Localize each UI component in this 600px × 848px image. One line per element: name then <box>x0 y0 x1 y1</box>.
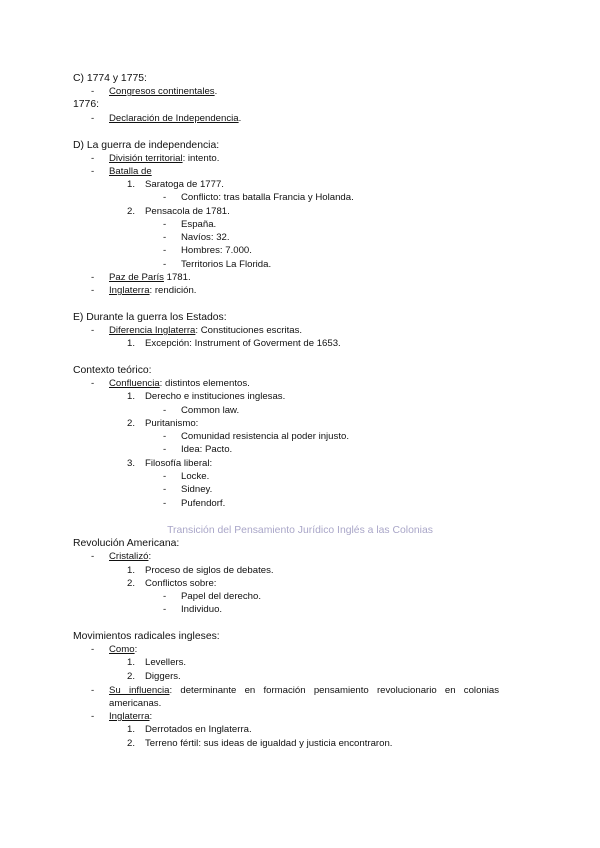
bullet-dash: - <box>91 86 95 97</box>
bullet-dash: - <box>163 444 167 455</box>
list-item: Derrotados en Inglaterra. <box>145 724 252 735</box>
inglaterra2-text: Inglaterra <box>109 711 150 722</box>
division-rest: : intento. <box>182 153 220 164</box>
influencia-text: Su influencia <box>109 685 170 696</box>
number-marker: 2. <box>127 671 136 682</box>
list-item: Diggers. <box>145 671 181 682</box>
list-item <box>109 551 151 563</box>
diferencia-text: Diferencia Inglaterra <box>109 325 196 336</box>
bullet-dash: - <box>163 232 167 243</box>
list-item: Territorios La Florida. <box>181 259 272 270</box>
influencia-paragraph <box>109 685 499 697</box>
bullet-dash: - <box>163 591 167 602</box>
list-item: Papel del derecho. <box>181 591 262 602</box>
number-marker: 1. <box>127 657 136 668</box>
bullet-dash: - <box>91 644 95 655</box>
heading-1776: 1776: <box>73 99 100 110</box>
heading-d: D) La guerra de independencia: <box>73 140 220 151</box>
list-item: Conflicto: tras batalla Francia y Holanda. <box>181 192 354 203</box>
list-item: Puritanismo: <box>145 418 199 429</box>
list-item: Hombres: 7.000. <box>181 245 252 256</box>
bullet-dash: - <box>163 484 167 495</box>
list-item: Proceso de siglos de debates. <box>145 565 274 576</box>
section-title: Transición del Pensamiento Jurídico Inglés a las Colonias <box>167 525 433 536</box>
list-item: Terreno fértil: sus ideas de igualdad y justicia encontraron. <box>145 738 393 749</box>
number-marker: 1. <box>127 338 136 349</box>
bullet-dash: - <box>163 405 167 416</box>
list-item: Levellers. <box>145 657 187 668</box>
bullet-dash: - <box>163 604 167 615</box>
period: . <box>214 86 218 97</box>
list-item <box>109 285 196 297</box>
bullet-dash: - <box>91 378 95 389</box>
list-item: Excepción: Instrument of Goverment de 1653. <box>145 338 341 349</box>
heading-c: C) 1774 y 1775: <box>73 73 147 84</box>
list-item-continuation: americanas. <box>109 698 162 709</box>
list-item: Derecho e instituciones inglesas. <box>145 391 286 402</box>
list-item: Pensacola de 1781. <box>145 206 230 217</box>
list-item <box>109 644 137 656</box>
list-item: Comunidad resistencia al poder injusto. <box>181 431 349 442</box>
bullet-dash: - <box>163 245 167 256</box>
congresos-text: Congresos continentales <box>109 86 215 97</box>
list-item: Individuo. <box>181 604 223 615</box>
number-marker: 1. <box>127 724 136 735</box>
cristalizo-text: Cristalizó <box>109 551 149 562</box>
inglaterra2-rest: : <box>149 711 153 722</box>
confluencia-text: Confluencia <box>109 378 160 389</box>
bullet-dash: - <box>91 325 95 336</box>
heading-contexto: Contexto teórico: <box>73 365 152 376</box>
como-text: Como <box>109 644 135 655</box>
bullet-dash: - <box>163 431 167 442</box>
declaracion-text: Declaración de Independencia <box>109 113 239 124</box>
number-marker: 1. <box>127 391 136 402</box>
bullet-dash: - <box>91 166 95 177</box>
number-marker: 2. <box>127 206 136 217</box>
list-item: Idea: Pacto. <box>181 444 233 455</box>
cristalizo-rest: : <box>148 551 152 562</box>
bullet-dash: - <box>91 551 95 562</box>
bullet-dash: - <box>91 711 95 722</box>
influencia-rest: : determinante en formación pensamiento revolucionario en colonias <box>169 685 500 696</box>
como-rest: : <box>134 644 138 655</box>
number-marker: 3. <box>127 458 136 469</box>
batalla-text: Batalla de <box>109 166 152 177</box>
heading-revolucion: Revolución Americana: <box>73 538 180 549</box>
list-item <box>109 325 302 337</box>
bullet-dash: - <box>91 153 95 164</box>
number-marker: 2. <box>127 738 136 749</box>
bullet-dash: - <box>163 498 167 509</box>
period: . <box>238 113 242 124</box>
paz-text: Paz de París <box>109 272 164 283</box>
diferencia-rest: : Constituciones escritas. <box>195 325 303 336</box>
heading-e: E) Durante la guerra los Estados: <box>73 312 227 323</box>
list-item: Navíos: 32. <box>181 232 230 243</box>
list-item: Conflictos sobre: <box>145 578 217 589</box>
list-item: España. <box>181 219 217 230</box>
inglaterra-rest: : rendición. <box>149 285 197 296</box>
inglaterra-text: Inglaterra <box>109 285 150 296</box>
list-item <box>109 86 217 98</box>
number-marker: 2. <box>127 418 136 429</box>
list-item: Sidney. <box>181 484 213 495</box>
list-item <box>109 378 250 390</box>
number-marker: 2. <box>127 578 136 589</box>
list-item: Pufendorf. <box>181 498 226 509</box>
list-item <box>109 711 152 723</box>
list-item: Locke. <box>181 471 210 482</box>
list-item <box>109 272 191 284</box>
bullet-dash: - <box>91 272 95 283</box>
number-marker: 1. <box>127 565 136 576</box>
bullet-dash: - <box>163 192 167 203</box>
number-marker: 1. <box>127 179 136 190</box>
division-text: División territorial <box>109 153 183 164</box>
list-item: Filosofía liberal: <box>145 458 213 469</box>
bullet-dash: - <box>91 285 95 296</box>
paz-rest: 1781. <box>163 272 191 283</box>
bullet-dash: - <box>163 259 167 270</box>
list-item: Saratoga de 1777. <box>145 179 224 190</box>
heading-movimientos: Movimientos radicales ingleses: <box>73 631 220 642</box>
list-item <box>109 113 241 125</box>
bullet-dash: - <box>91 685 95 696</box>
bullet-dash: - <box>91 113 95 124</box>
confluencia-rest: : distintos elementos. <box>159 378 250 389</box>
list-item: Common law. <box>181 405 240 416</box>
list-item <box>109 153 219 165</box>
bullet-dash: - <box>163 219 167 230</box>
bullet-dash: - <box>163 471 167 482</box>
